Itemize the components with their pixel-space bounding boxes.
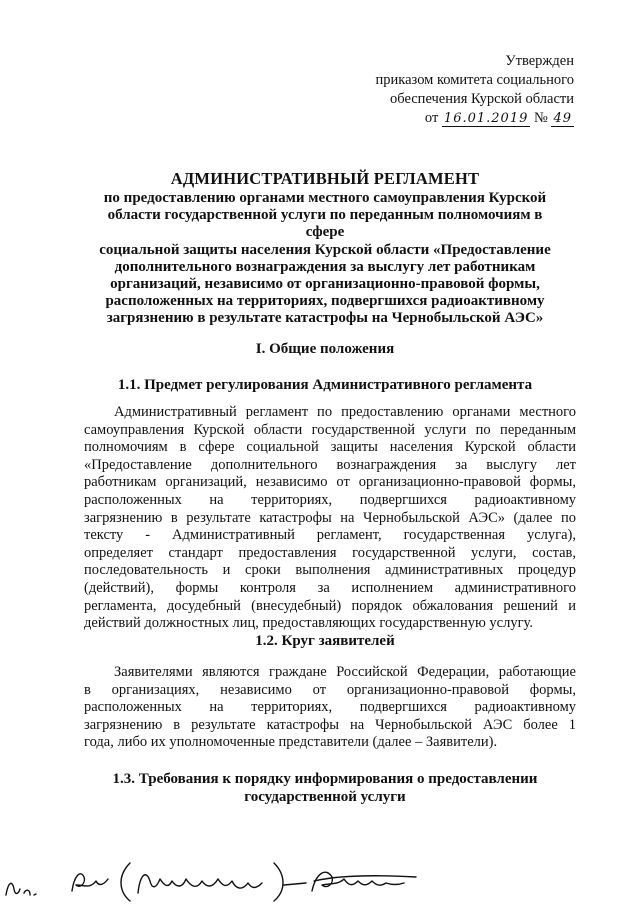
title-line: области государственной услуги по переданным полномочиям в сфере (107, 207, 543, 241)
paragraph-line: в организациях, независимо от организационно-правовой формы, (84, 681, 576, 698)
paragraph-line: загрязнению в результате катастрофы на Чернобыльской АЭС» (далее по (84, 509, 576, 526)
section-heading-1-2: 1.2. Круг заявителей (255, 633, 395, 649)
signature-bracket-open (121, 863, 130, 901)
title-main: АДМИНИСТРАТИВНЫЙ РЕГЛАМЕНТ (170, 169, 480, 188)
title-line: организаций, независимо от организационно-правовой формы, (110, 276, 540, 293)
date-prefix: от (424, 110, 439, 126)
signature-name (138, 875, 262, 893)
title-line: социальной защиты населения Курской области «Предоставление (99, 241, 551, 258)
title-line: дополнительного вознаграждения за выслугу лет работникам (114, 258, 536, 275)
paragraph-line: тексту - Административный регламент, государственная услуга), (84, 527, 576, 544)
signature-dash (284, 883, 306, 885)
approval-date: 16.01.2019 (443, 111, 529, 126)
paragraph-1-2 (84, 664, 576, 752)
approval-line-1: Утвержден (505, 53, 574, 69)
paragraph-line: загрязнению в результате катастрофы на Чернобыльской АЭС более 1 (84, 716, 576, 733)
paragraph-line: определяет стандарт предоставления государственной услуги, состав, (84, 544, 576, 561)
section-heading-1-3-line-1: 1.3. Требования к порядку информирования о предоставлении (112, 771, 538, 787)
section-heading-1-1: 1.1. Предмет регулирования Административного регламента (117, 377, 533, 393)
paragraph-line: Административный регламент по предоставлению органами местного (114, 404, 576, 420)
paragraph-line: действий должностных лиц, предоставляющих государственную услугу. (84, 615, 533, 632)
document-title (90, 168, 560, 328)
approval-line-2: приказом комитета социального (375, 72, 574, 88)
paragraph-line: полномочиям в сфере социальной защиты населения Курской области (84, 439, 576, 456)
title-line: по предоставлению органами местного самоуправления Курской (103, 190, 547, 206)
approval-block (330, 52, 574, 128)
section-heading-1-3-line-2: государственной услуги (244, 789, 406, 805)
approval-number: 49 (553, 111, 572, 126)
handwritten-signatures (0, 855, 640, 905)
paragraph-line: Заявителями являются граждане Российской Федерации, работающие (114, 664, 576, 680)
section-heading-general: I. Общие положения (255, 341, 395, 357)
paragraph-line: (действий), формы контроля за исполнением административного (84, 579, 576, 596)
title-line: загрязнению в результате катастрофы на Чернобыльской АЭС» (106, 310, 544, 327)
signature-2 (312, 872, 404, 891)
title-line: расположенных на территориях, подвергшихся радиоактивному (105, 293, 545, 310)
paragraph-line: самоуправления Курской области государственной услуги по переданным (84, 421, 576, 438)
paragraph-line: расположенных на территориях, подвергшихся радиоактивному (84, 491, 576, 508)
paragraph-line: работникам организаций, независимо от организационно-правовой формы, (84, 474, 576, 491)
signature-1 (72, 874, 108, 891)
left-initials-mark (6, 883, 36, 895)
number-sign: № (533, 110, 548, 126)
paragraph-line: расположенных на территориях, подвергшихся радиоактивному (84, 699, 576, 716)
paragraph-line: «Предоставление дополнительного вознаграждения за выслугу лет (84, 456, 576, 473)
signature-area (0, 855, 640, 905)
approval-date-line (330, 109, 574, 128)
paragraph-1-1 (84, 404, 576, 633)
section-heading-1-3 (90, 770, 560, 806)
paragraph-line: последовательность и сроки выполнения административных процедур (84, 562, 576, 579)
paragraph-line: года, либо их уполномоченные представители (далее – Заявители). (84, 734, 498, 751)
signature-bracket-close (274, 863, 283, 901)
paragraph-line: регламента, досудебный (внесудебный) порядок обжалования решений и (84, 597, 576, 614)
approval-line-3: обеспечения Курской области (390, 91, 574, 107)
